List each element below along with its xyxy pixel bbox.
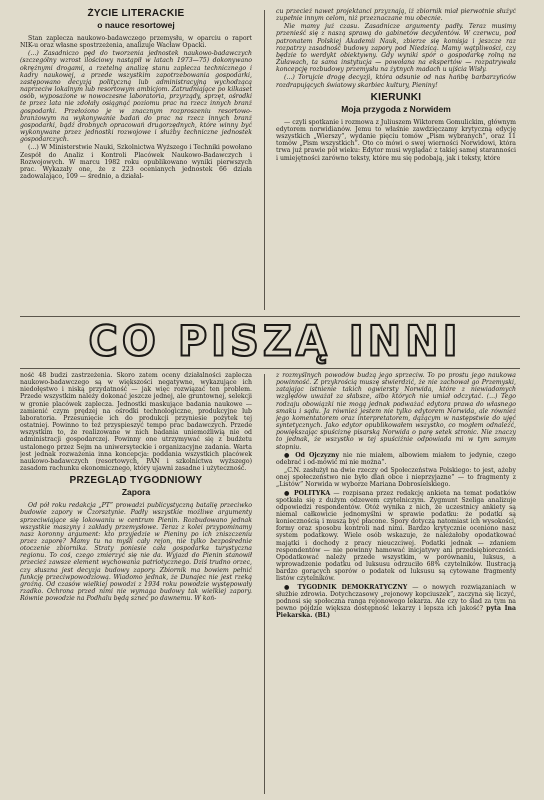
bullet-text: — rozpisana przez redakcję ankieta na temat podatków spotkała się z dużym odzewem czytelniczym. Zygmunt Szeliga analizuje odpowiedzi respondentów. Otóż wynika z nich, że uczestnicy ankiety są niemal całkowicie jednomyślni w sprawie podatku: że podatki są koniecznością i muszą być płacone. Spory dotyczą natomiast ich wysokości, formy oraz sposobu kontroli nad nimi. Bardzo krytycznie oceniono nasz system podatkowy. Wiele osób wskazuje, że należałoby opodatkować majątki i dochody z pracy nieuczciwej. Podatki jednak — zdaniem respondentów — nie powinny hamować inicjatywy ani przedsiębiorczości. Opodatkować należy przede wszystkim, w porównaniu, luksus, a wprowadzenie podatku od luksusu odrzuciło 68% czytelników. Ilustracją bardzo gorących sporów o podatek od luksusu są cytowane fragmenty listów czytelników.: [276, 489, 516, 583]
banner-rule-bottom: [20, 368, 520, 369]
paragraph: cu przecież nawet projektanci przyznają, iż zbiornik miał pierwotnie służyć zupełnie innym celom, niż przeznaczane mu obecnie.: [276, 8, 516, 23]
bullet-author: pyta Ina Piekarska. (BL): [276, 605, 516, 620]
article-column-right: [276, 372, 516, 796]
column-divider: [264, 374, 265, 794]
section-heading: KIERUNKI: [370, 91, 422, 103]
section-heading: ŻYCIE LITERACKIE: [87, 8, 185, 19]
bullet-text: — o nowych rozwiązaniach w służbie zdrowia. Dotychczasowy „rejonowy kopciuszek”, zaczyna się liczyć, podnosi się społeczna ranga rejonowego lekarza. Ale czy to ślad za tym na pewno pójdzie większa dostępność lekarzy i lepsza ich jakość?: [276, 583, 516, 612]
banner-title: CO PISZĄ INNI: [88, 317, 462, 367]
bullet-item: [276, 467, 516, 488]
bullet-item: [276, 490, 516, 583]
paragraph: (...) Zasadniczo pęd do tworzenia jednostek naukowo-badawczych (szczególny wzrost ilościowy nastąpił w latach 1973—75) dokonywano okrężnymi drogami, a rzetelną analizę stanu zaplecza technicznego i kadry naukowej, a przede wszystkim zapotrzebowania gospodarki, zastępowano decyzją polityczną lub administracyjną wychodzącą naprzeciw lokalnym lub resortowym ambicjom. Zatrudniające po kilkaset osób, wyposażone w nowoczesne laboratoria, przyrządy, sprzęt, ośrodki te przez lata nie zdołały osiągnąć poziomu prac na rzecz innych branż gospodarki. Przełożono je w znacznym rozproszeniu resortowo-branżowym na wykonywanie badań do prac na rzecz innych branż gospodarki, bądź drobnych opracowań drugorzędnych, które winny być wykonywane przez jednostki rozwojowe i służby techniczne jednostek gospodarczych.: [20, 50, 252, 144]
paragraph: Stan zaplecza naukowo-badawczego przemysłu, w oparciu o raport NIK-u oraz własne spostrzeżenia, analizuje Wacław Opacki.: [20, 35, 252, 50]
paragraph: Nie mamy już czasu. Zasadnicze argumenty padły. Teraz musimy przenieść się z naszą sprawą do gabinetów decydentów. W czerwcu, pod patronatem Polskiej Akademii Nauk, zbierze się komisja i jeszcze raz rozpatrzy zasadność budowy zapory pod Niedzicą. Mamy wątpliwości, czy będzie to werdykt obiektywny. Gdy wyniki spór o gospodarkę rolną na Żuławach, ta sama instytucja — powołana na ekspertów — rozpatrywała koncepcję rozbudowy przemysłu na żytnych madach u ujścia Wisły.: [276, 23, 516, 74]
paragraph: — czyli spotkanie i rozmowa z Juliuszem Wiktorem Gomulickim, głównym edytorem norwidianów. Jemu to właśnie zawdzięczamy krytyczną edycję wszystkich „Wierszy”, wydanie pięciu tomów „Pism wybranych”, oraz 11 tomów „Pism wszystkich”. Oto co mówi o swej wierności Norwidowi, która trwa już prawie pół wieku: Edytor musi wyglądać z takiej samej staranności i umiejętności zarówno teksty, które mu się podobają, jak i teksty, które: [276, 118, 516, 162]
paragraph: ność 48 budzi zastrzeżenia. Skoro zatem oceny działalności zaplecza naukowo-badawczego są w większości negatywne, wykazujące ich niedołęstwo i niską przydatność — jak więc rozwiązać ten problem. Przede wszystkim należy dokonać jeszcze jednej, ale gruntownej, selekcji w gronie placówek zaplecza. Jednostki maskujące badania naukowe — zamienić czym prędzej na ośrodki technologiczne, produkcyjne lub laboratoria. Przesunięcie ich do produkcji przyniesie pożytek tej ostatniej. Powinno to też przyspieszyć tempo prac badawczych. Przede wszystkim to, że realizowane w nich badania uniemożliwią nie od administracji gospodarczej. Powinny one utrzymywać się z budżetu ustalonego przez Sejm na uniwersyteckie i organizacyjne zadania. Warta jest jednak rozważenia inna koncepcja: poddania wszystkich placówek naukowo-badawczych (resortowych, PAN i szkolnictwa wyższego) zasadom rachunku ekonomicznego, który ujawni zasadne i użyteczność.: [20, 372, 252, 473]
banner: [40, 318, 510, 366]
article-kierunki: [276, 8, 516, 313]
bullet-lead: ● TYGODNIK DEMOKRATYCZNY: [284, 583, 408, 591]
paragraph: (...) Torujcie drogę decyzji, która odsunie od nas hańbę barbarzyńców rozdrapujących światowy skarbiec kultury, Pieniny!: [276, 74, 516, 89]
section-subheading: Zapora: [121, 487, 151, 498]
paragraph: z rozmyślnych powodów budzą jego sprzeciw. To po prostu jego naukowa powinność. Z przykrością muszę stwierdzić, że nie zachował go Przemyski, zatajając istnienie takich ogwiersty Norwida, które z niewiadomych względów uważał za słabsze, albo których nie umiał odczytać. (...) Tego rodzaju obowiązki nie mogą jednak podważać edytora prawa do własnego smaku i sądu. Ja również jestem nie tylko edytorem Norwida, ale również jego komentatorem oraz interpretatorem, dążącym w następstwie do ujęć syntetycznych. Jako edytor opublikowałem wszystko, co mogłem odnaleźć, powiększając spuściznę pisarską Norwida o parę setek stronic. Nie znaczy to jednak, że wszystko w tej spuściźnie odpowiada mi w tym samym stopniu.: [276, 372, 516, 451]
paragraph: Od pół roku redakcja „PT” prowadzi publicystyczną batalię przeciwko budowie zapory w Czorsztynie. Padły wszystkie możliwe argumenty sprzeciwiające się lokowaniu w centrum Pienin. Rozbudowano jednak wszystkie maszyny i zakłady przemysłowe. Teraz z kolei przypominamy nasz koronny argument: kto przyjedzie w Pieniny po ich zniszczeniu przez zaporę? Mamy tu na myśli cały rejon, nie tylko bezpośrednie otoczenie zbiornika. Straty poniesie cała gospodarka turystyczna regionu. To coś, czego zmierzyć się nie da. Wyjazd do Pienin stanowił przecież zawsze element wychowania patriotycznego. Dziś trudno orzec, czy słuszna jest decyzja budowy zapory. Zbiornik ma bowiem pełnić funkcję przeciwpowodziową. Wiadomo jednak, że Dunajec nie jest rzeką groźną. Od czasów wielkiej powodzi z 1934 roku powodzie występowały rzadko. Ochrona przed nimi nie wymaga budowy tak wielkiej zapory. Równie powodzie na Podhalu będą szneć po dawnemu. W koń-: [20, 502, 252, 603]
bullet-item: [276, 452, 516, 466]
section-subheading: Moja przygoda z Norwidem: [341, 103, 451, 114]
bullet-item: [276, 584, 516, 620]
bullet-lead: ● Od Ojczyzny: [284, 451, 340, 459]
banner-rule-top: [20, 316, 520, 317]
bullet-text: nie nie miałem, albowiem miałem to jedynie, czego odebrać i od-mówić mi nie można”.: [276, 451, 516, 466]
paragraph: (...) W Ministerstwie Nauki, Szkolnictwa Wyższego i Techniki powołano Zespół do Analiz i Kontroli Placówek Naukowo-Badawczych i Rozwojowych. W marcu 1982 roku opublikowano wyniki pierwszych prac. Wykazały one, że z 223 ocenianych jednostek 66 działa zadowalająco, 109 — średnio, a działal-: [20, 144, 252, 180]
section-heading: PRZEGLĄD TYGODNIOWY: [69, 475, 203, 487]
bullet-text: „C.N. zasłużył na dwie rzeczy od Społeczeństwa Polskiego: to jest, ażeby onej społeczeństwo nie było dlań obce i nieprzyjazne” — to fragmenty z „Listów” Norwida w wyborze Mariana Dobrosielskiego.: [276, 467, 516, 489]
section-subheading: o nauce resortowej: [97, 20, 175, 30]
article-przeglad-tygodniowy: [20, 372, 252, 796]
bullet-lead: ● POLITYKA: [284, 489, 331, 497]
column-divider: [264, 10, 265, 310]
article-zycie-literackie: [20, 8, 252, 313]
